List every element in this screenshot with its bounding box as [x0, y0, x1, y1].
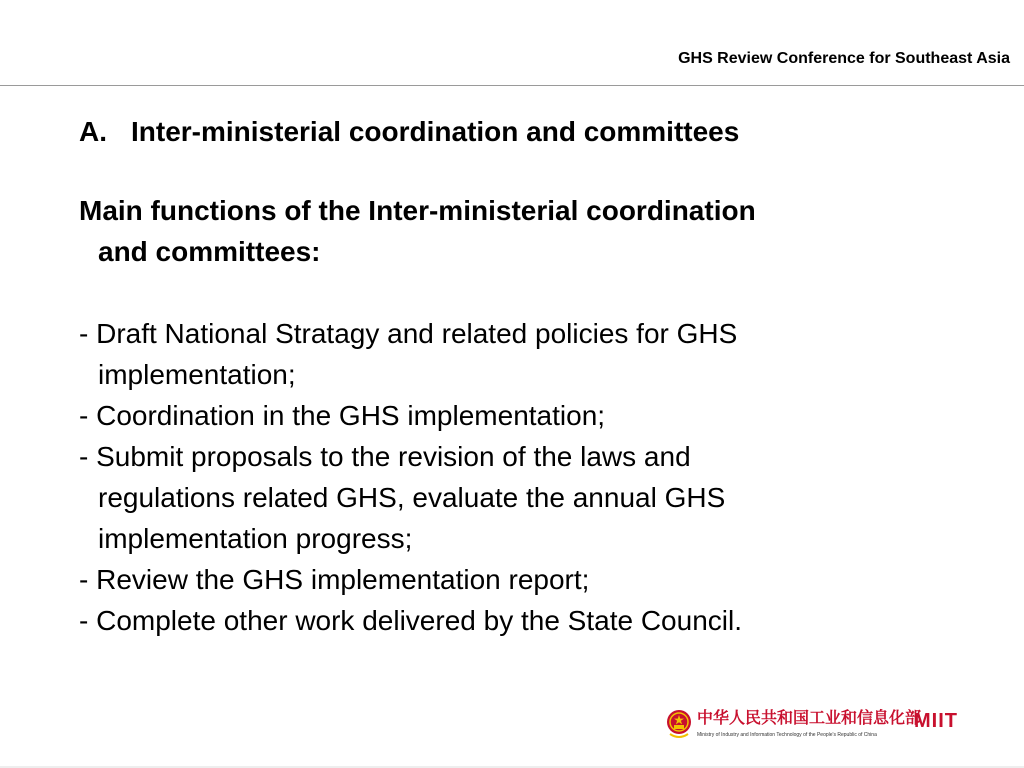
list-item: [79, 313, 979, 395]
list-item-line: implementation;: [98, 359, 296, 390]
list-item-line: - Review the GHS implementation report;: [79, 564, 590, 595]
org-name-chinese: 中华人民共和国工业和信息化部: [697, 708, 922, 727]
section-marker: A.: [79, 116, 107, 147]
list-item-line: - Coordination in the GHS implementation;: [79, 400, 606, 431]
list-item: [79, 600, 979, 641]
list-item: [79, 559, 979, 600]
list-item: [79, 436, 979, 559]
section-heading-text: Inter-ministerial coordination and committees: [131, 116, 740, 147]
functions-list: [79, 313, 979, 641]
list-item: [79, 395, 979, 436]
header-divider: [0, 85, 1024, 86]
list-item-line: implementation progress;: [98, 523, 413, 554]
functions-heading: [79, 190, 939, 272]
national-emblem-icon: [665, 707, 693, 741]
functions-heading-line-1: Main functions of the Inter-ministerial coordination: [79, 195, 756, 226]
functions-heading-line-2: and committees:: [98, 236, 321, 267]
org-name-english: Ministry of Industry and Information Technology of the People's Republic of China: [697, 732, 877, 738]
section-heading: [79, 112, 739, 152]
list-item-line: - Draft National Stratagy and related policies for GHS: [79, 318, 738, 349]
miit-logo: [665, 705, 985, 747]
list-item-line: - Submit proposals to the revision of the laws and: [79, 441, 691, 472]
conference-title: GHS Review Conference for Southeast Asia: [678, 50, 1010, 67]
list-item-line: - Complete other work delivered by the State Council.: [79, 605, 742, 636]
brand-acronym: MIIT: [914, 710, 958, 732]
list-item-line: regulations related GHS, evaluate the annual GHS: [98, 482, 726, 513]
